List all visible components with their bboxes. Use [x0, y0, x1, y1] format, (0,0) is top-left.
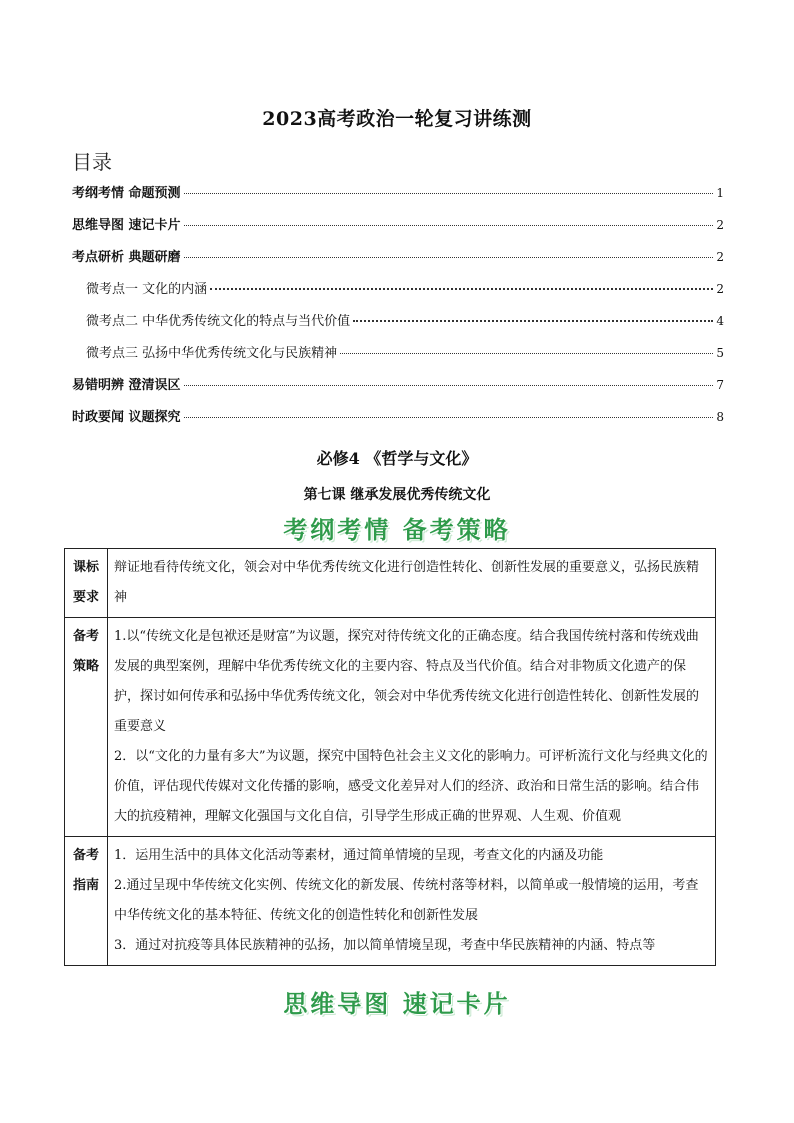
row-paragraph: 1.以“传统文化是包袱还是财富”为议题，探究对待传统文化的正确态度。结合我国传统村落和传统戏曲发展的典型案例，理解中华优秀传统文化的主要内容、特点及当代价值。结合对非物质文化遗产的保护，探讨如何传承和弘扬中华优秀传统文化，领会对中华优秀传统文化进行创造性转化、创新性发展的重要意义: [114, 629, 700, 734]
toc-entry-text: 考点研析 典题研磨: [72, 250, 181, 265]
table-row: [65, 549, 716, 618]
row-label: [65, 549, 108, 618]
toc-entry-page: 7: [716, 378, 724, 392]
toc-entry-page: 8: [716, 410, 724, 424]
toc-entry[interactable]: [72, 278, 724, 310]
toc-entry-text: 微考点三 弘扬中华优秀传统文化与民族精神: [86, 346, 338, 361]
row-content: [108, 549, 716, 618]
toc-entry[interactable]: [72, 214, 724, 246]
toc-entry-page: 1: [716, 186, 724, 200]
row-label-line: 备考: [72, 629, 99, 644]
exam-info-table: [64, 548, 716, 966]
toc-leader-dots: [184, 225, 713, 226]
exam-strategy-banner: 考纲考情 备考策略: [283, 516, 511, 544]
toc-entry[interactable]: [72, 374, 724, 406]
row-label-line: 要求: [72, 590, 99, 605]
row-paragraph: 2.通过呈现中华传统文化实例、传统文化的新发展、传统村落等材料，以简单或一般情境的运用，考查中华传统文化的基本特征、传统文化的创造性转化和创新性发展: [114, 878, 699, 923]
toc-entry[interactable]: [72, 342, 724, 374]
toc-entry[interactable]: [72, 246, 724, 278]
row-label-line: 指南: [72, 878, 99, 893]
row-paragraph: 辩证地看待传统文化，领会对中华优秀传统文化进行创造性转化、创新性发展的重要意义，弘扬民族精神: [114, 560, 700, 605]
row-paragraph: 1．运用生活中的具体文化活动等素材，通过简单情境的呈现，考查文化的内涵及功能: [114, 848, 604, 863]
toc-leader-dots: [184, 257, 713, 258]
row-paragraph: 2．以“文化的力量有多大”为议题，探究中国特色社会主义文化的影响力。可评析流行文化与经典文化的价值，评估现代传媒对文化传播的影响，感受文化差异对人们的经济、政治和日常生活的影响。结合伟大的抗疫精神，理解文化强国与文化自信，引导学生形成正确的世界观、人生观、价值观: [114, 749, 708, 824]
module-title: 必修4 《哲学与文化》: [316, 449, 478, 468]
toc-leader-dots: [353, 320, 713, 322]
toc-leader-dots: [210, 288, 713, 290]
toc-entry-text: 微考点二 中华优秀传统文化的特点与当代价值: [86, 314, 351, 329]
toc-leader-dots: [184, 417, 713, 418]
toc-leader-dots: [184, 193, 713, 194]
toc-entry-page: 2: [716, 282, 724, 296]
mindmap-banner: 思维导图 速记卡片: [283, 990, 511, 1018]
toc-entry-text: 思维导图 速记卡片: [72, 218, 181, 233]
toc-entry-text: 微考点一 文化的内涵: [86, 282, 208, 297]
row-content: [108, 618, 716, 837]
toc-entry-text: 考纲考情 命题预测: [72, 186, 181, 201]
toc-entry[interactable]: [72, 406, 724, 438]
lesson-title: 第七课 继承发展优秀传统文化: [303, 487, 491, 503]
document-title: 2023高考政治一轮复习讲练测: [262, 108, 532, 130]
toc-entry-page: 2: [716, 250, 724, 264]
row-label-line: 课标: [72, 560, 99, 575]
row-label-line: 备考: [72, 848, 99, 863]
toc-entry[interactable]: [72, 310, 724, 342]
row-content: [108, 837, 716, 966]
toc-entry[interactable]: [72, 182, 724, 214]
row-label: [65, 837, 108, 966]
table-row: [65, 618, 716, 837]
row-label: [65, 618, 108, 837]
toc-entry-text: 易错明辨 澄清误区: [72, 378, 181, 393]
row-label-line: 策略: [72, 659, 99, 674]
row-paragraph: 3．通过对抗疫等具体民族精神的弘扬，加以简单情境呈现，考查中华民族精神的内涵、特点等: [114, 938, 656, 953]
toc-leader-dots: [340, 353, 713, 354]
table-of-contents: [72, 182, 724, 438]
toc-entry-page: 4: [716, 314, 724, 328]
toc-entry-page: 2: [716, 218, 724, 232]
toc-heading: 目录: [72, 150, 112, 174]
toc-entry-text: 时政要闻 议题探究: [72, 410, 181, 425]
table-row: [65, 837, 716, 966]
toc-entry-page: 5: [716, 346, 724, 360]
toc-leader-dots: [184, 385, 713, 386]
